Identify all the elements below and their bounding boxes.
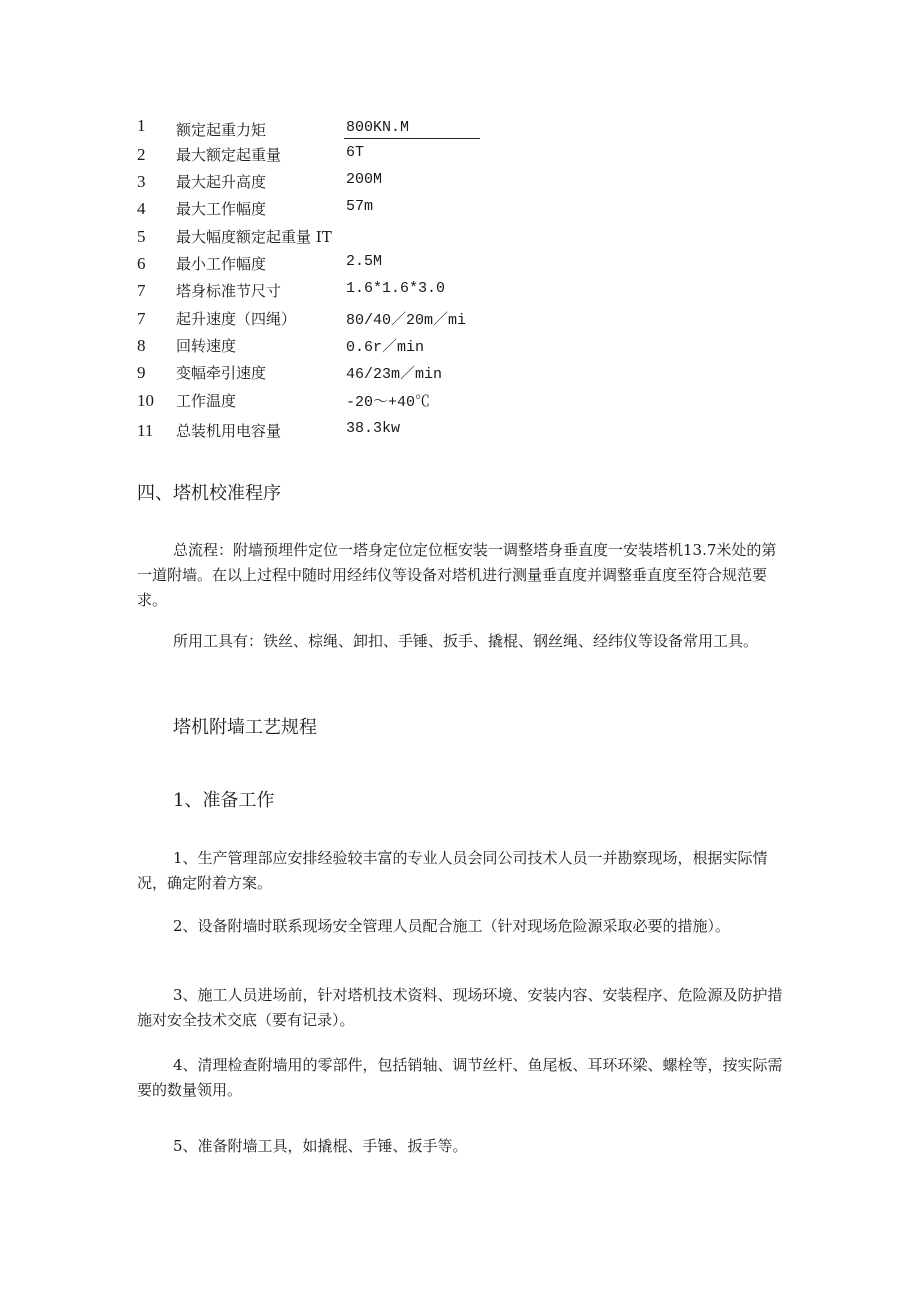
spec-label: 最大额定起重量 [176, 146, 282, 164]
spec-label: 额定起重力矩 [176, 121, 267, 139]
spec-label: 最大工作幅度 [176, 200, 267, 218]
spec-number: 8 [137, 336, 146, 355]
spec-value: -20～+40℃ [346, 394, 431, 411]
flow-paragraph: 总流程：附墙预埋件定位一塔身定位定位框安装一调整塔身垂直度一安装塔机13.7米处的第一道附墙。在以上过程中随时用经纬仪等设备对塔机进行测量垂直度并调整垂直度至符合规范要求。 [137, 541, 777, 609]
spec-label: 塔身标准节尺寸 [176, 282, 282, 300]
spec-label: 最大幅度额定起重量 IT [176, 228, 332, 246]
prep-item: 3、施工人员进场前，针对塔机技术资料、现场环境、安装内容、安装程序、危险源及防护措施对安全技术交底（要有记录）。 [137, 986, 783, 1029]
section-heading: 四、塔机校准程序 [137, 483, 281, 504]
spec-number: 3 [137, 172, 146, 191]
spec-value: 200M [346, 171, 383, 188]
spec-value: 80/40／20m／mi [346, 312, 467, 329]
spec-number: 7 [137, 281, 146, 300]
prep-item: 2、设备附墙时联系现场安全管理人员配合施工（针对现场危险源采取必要的措施）。 [173, 917, 731, 935]
spec-number: 4 [137, 199, 146, 218]
spec-number: 10 [137, 391, 154, 410]
spec-number: 11 [137, 421, 154, 440]
spec-value: 38.3kw [346, 420, 401, 437]
spec-label: 工作温度 [176, 392, 237, 410]
spec-number: 1 [137, 116, 146, 135]
spec-underline [344, 138, 480, 139]
prep-heading: 1、准备工作 [173, 790, 275, 811]
spec-value: 0.6r／min [346, 339, 425, 356]
spec-label: 起升速度（四绳） [176, 310, 297, 328]
spec-value: 6T [346, 144, 365, 161]
spec-number: 9 [137, 363, 146, 382]
spec-value: 57m [346, 198, 374, 215]
spec-value: 1.6*1.6*3.0 [346, 280, 446, 297]
tools-paragraph: 所用工具有：铁丝、棕绳、卸扣、手锤、扳手、撬棍、钢丝绳、经纬仪等设备常用工具。 [173, 632, 759, 650]
prep-item: 1、生产管理部应安排经验较丰富的专业人员会同公司技术人员一并勘察现场，根据实际情况，确定附着方案。 [137, 849, 768, 892]
prep-item: 4、清理检查附墙用的零部件，包括销轴、调节丝杆、鱼尾板、耳环环梁、螺栓等，按实际需要的数量领用。 [137, 1056, 783, 1099]
spec-label: 总装机用电容量 [176, 422, 282, 440]
prep-item: 5、准备附墙工具，如撬棍、手锤、扳手等。 [173, 1137, 468, 1155]
spec-number: 5 [137, 227, 146, 246]
spec-value: 2.5M [346, 253, 383, 270]
spec-value: 46/23m／min [346, 366, 443, 383]
procedure-heading: 塔机附墙工艺规程 [173, 717, 317, 738]
spec-value: 800KN.M [346, 119, 410, 136]
spec-number: 2 [137, 145, 146, 164]
spec-label: 最大起升高度 [176, 173, 267, 191]
spec-label: 变幅牵引速度 [176, 364, 267, 382]
spec-label: 回转速度 [176, 337, 237, 355]
spec-number: 6 [137, 254, 146, 273]
spec-number: 7 [137, 309, 146, 328]
spec-label: 最小工作幅度 [176, 255, 267, 273]
